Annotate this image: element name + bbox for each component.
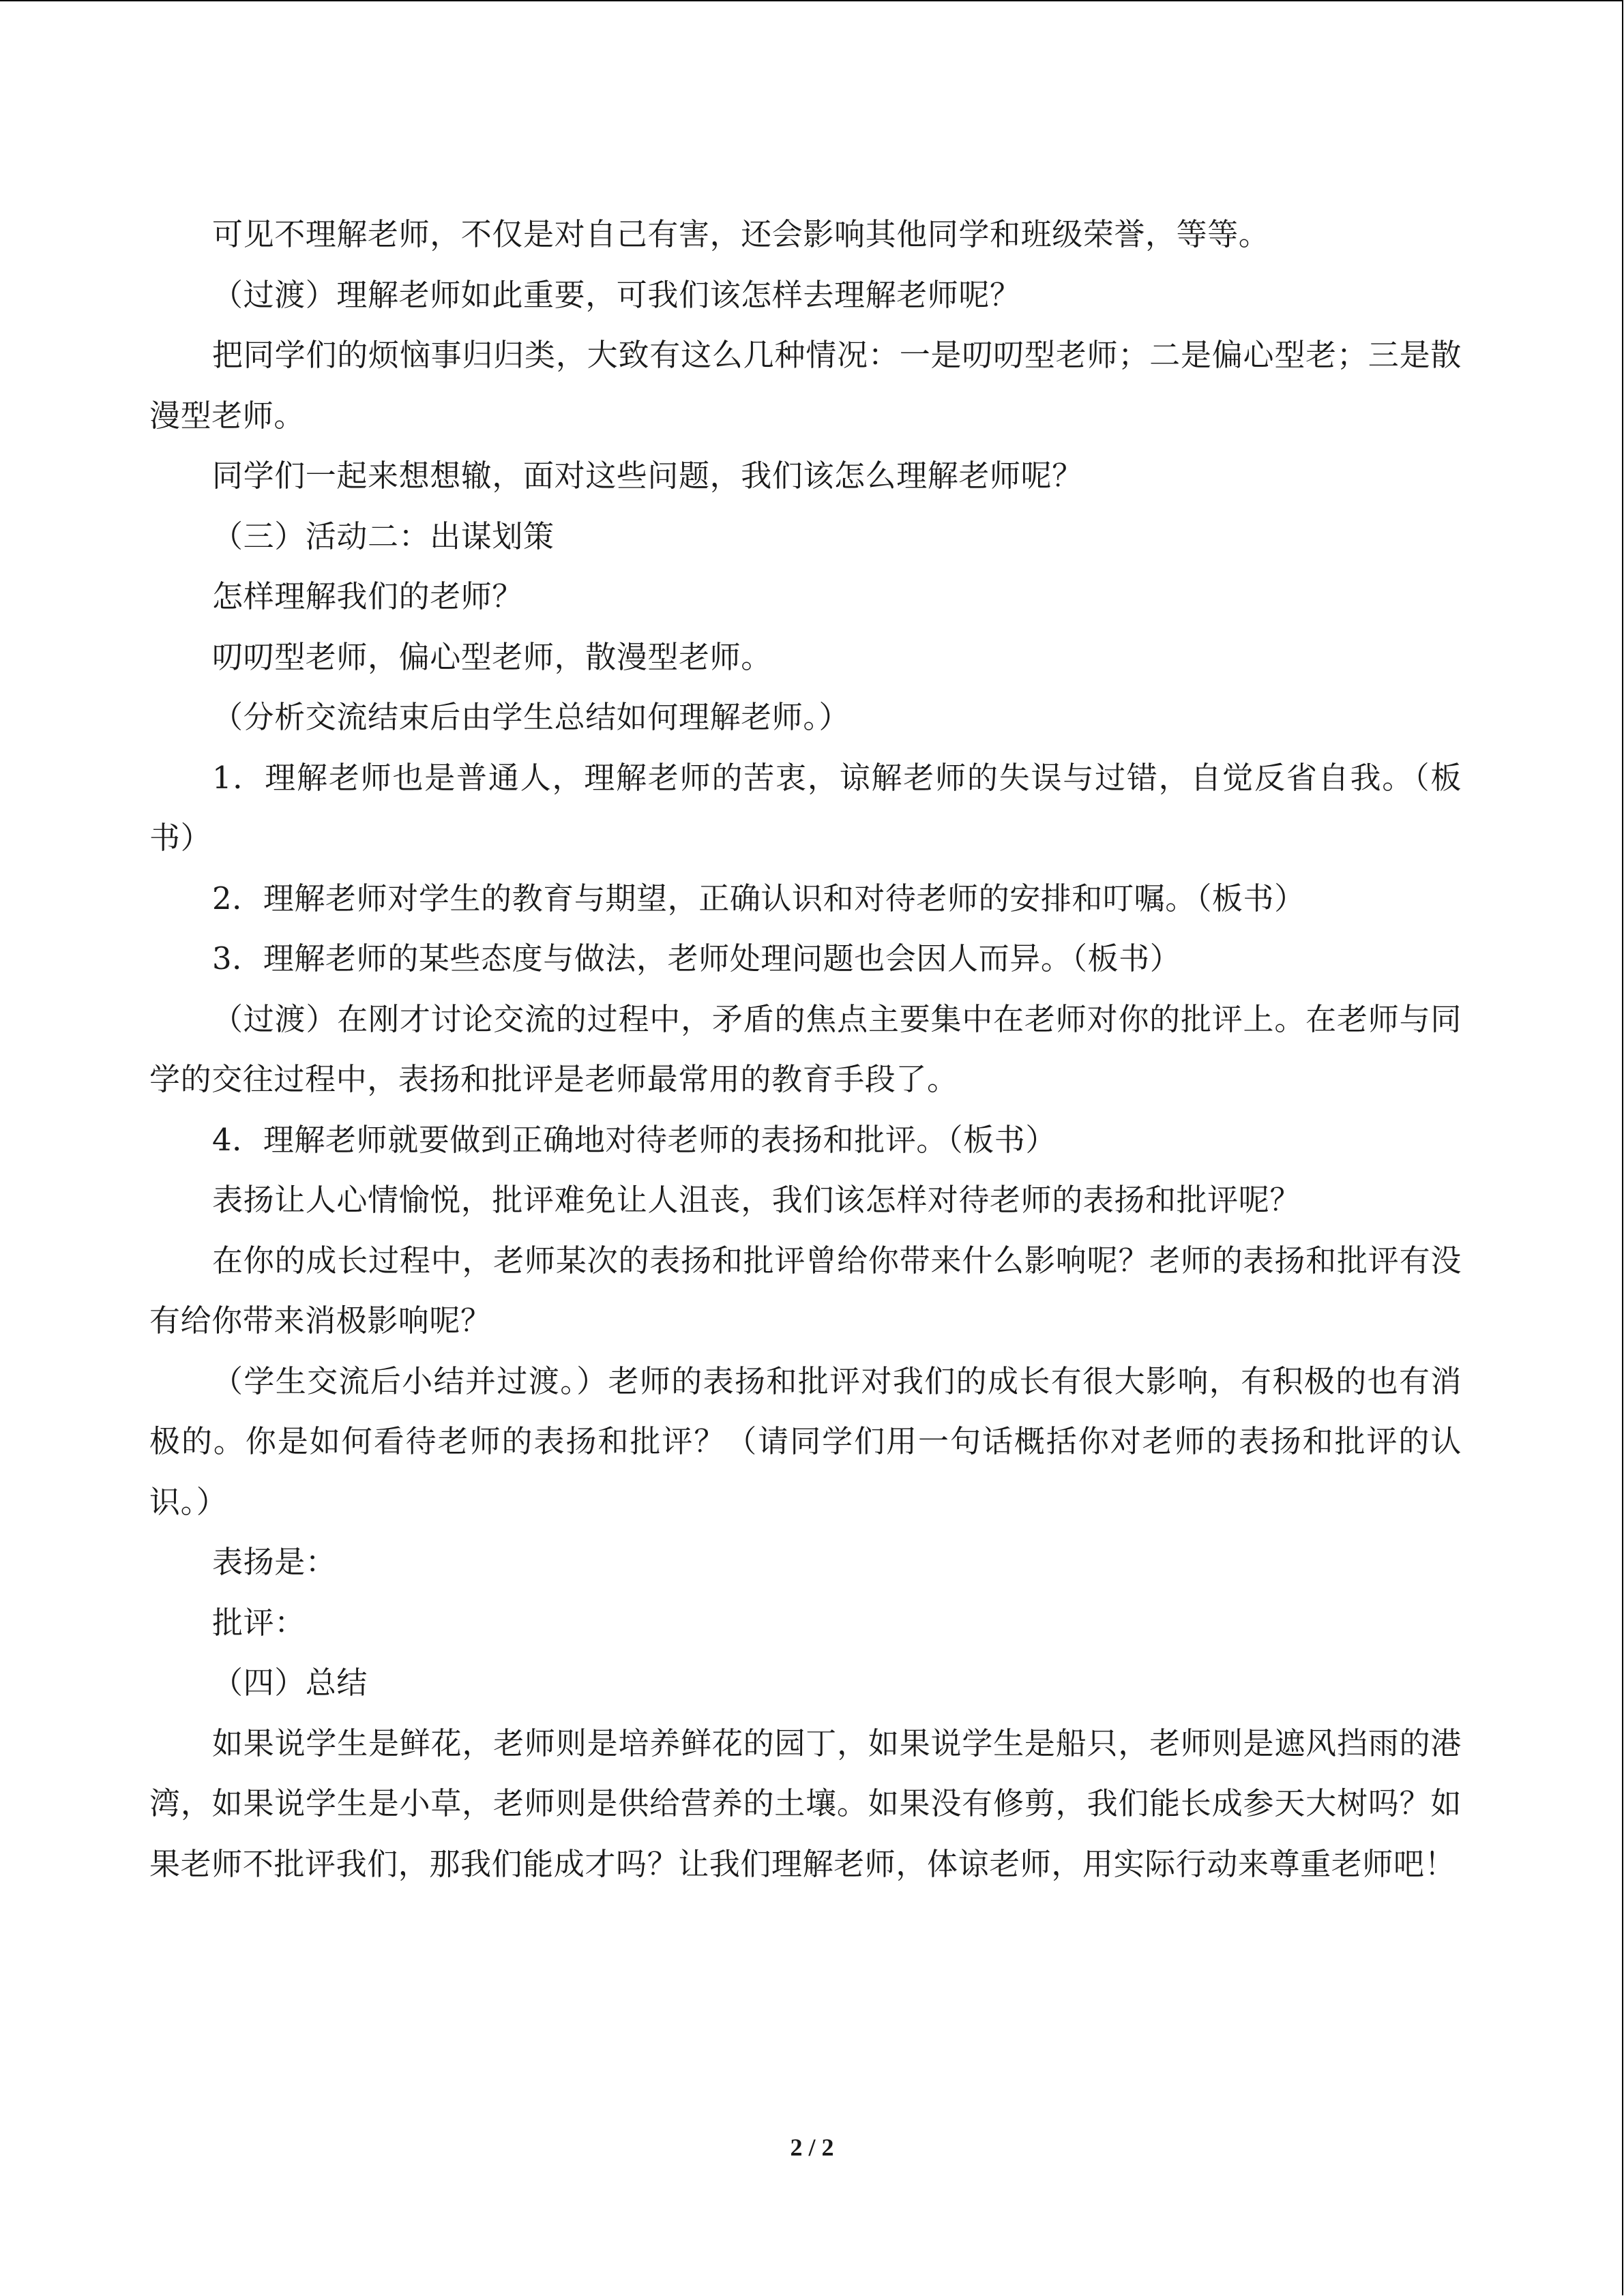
section-heading: （三）活动二：出谋划策 [212,518,555,554]
paragraph: 在你的成长过程中，老师某次的表扬和批评曾给你带来什么影响呢？老师的表扬和批评有没有给你带来消极影响呢？ [149,1242,1462,1339]
paragraph: 把同学们的烦恼事归归类，大致有这么几种情况：一是叨叨型老师；二是偏心型老；三是散漫型老师。 [149,337,1462,434]
paragraph: （分析交流结束后由学生总结如何理解老师。） [212,699,851,735]
list-item: 3．理解老师的某些态度与做法，老师处理问题也会因人而异。（板书） [212,940,1181,976]
document-body [149,205,1462,1894]
paragraph: 怎样理解我们的老师？ [212,578,524,614]
list-item: 2．理解老师对学生的教育与期望，正确认识和对待老师的安排和叮嘱。（板书） [212,880,1305,916]
paragraph: 可见不理解老师，不仅是对自己有害，还会影响其他同学和班级荣誉，等等。 [212,216,1270,252]
paragraph: 叨叨型老师，偏心型老师，散漫型老师。 [212,638,772,675]
paragraph: 表扬让人心情愉悦，批评难免让人沮丧，我们该怎样对待老师的表扬和批评呢？ [212,1182,1301,1218]
list-item: 1．理解老师也是普通人，理解老师的苦衷，谅解老师的失误与过错，自觉反省自我。（板书） [149,759,1462,856]
paragraph: 如果说学生是鲜花，老师则是培养鲜花的园丁，如果说学生是船只，老师则是遮风挡雨的港湾，如果说学生是小草，老师则是供给营养的土壤。如果没有修剪，我们能长成参天大树吗？如果老师不批评我们，那我们能成才吗？让我们理解老师，体谅老师，用实际行动来尊重老师吧！ [149,1725,1462,1882]
list-item: 4．理解老师就要做到正确地对待老师的表扬和批评。（板书） [212,1121,1057,1158]
paragraph: 同学们一起来想想辙，面对这些问题，我们该怎么理解老师呢？ [212,458,1083,494]
paragraph: （过渡）在刚才讨论交流的过程中，矛盾的焦点主要集中在老师对你的批评上。在老师与同学的交往过程中，表扬和批评是老师最常用的教育手段了。 [149,1000,1462,1097]
paragraph: 批评： [212,1604,306,1641]
paragraph: （过渡）理解老师如此重要，可我们该怎样去理解老师呢？ [212,276,1021,313]
page-number: 2 / 2 [790,2134,834,2161]
section-heading: （四）总结 [212,1665,368,1701]
paragraph: 表扬是： [212,1544,337,1580]
paragraph: （学生交流后小结并过渡。）老师的表扬和批评对我们的成长有很大影响，有积极的也有消极的。你是如何看待老师的表扬和批评？（请同学们用一句话概括你对老师的表扬和批评的认识。） [149,1362,1462,1520]
